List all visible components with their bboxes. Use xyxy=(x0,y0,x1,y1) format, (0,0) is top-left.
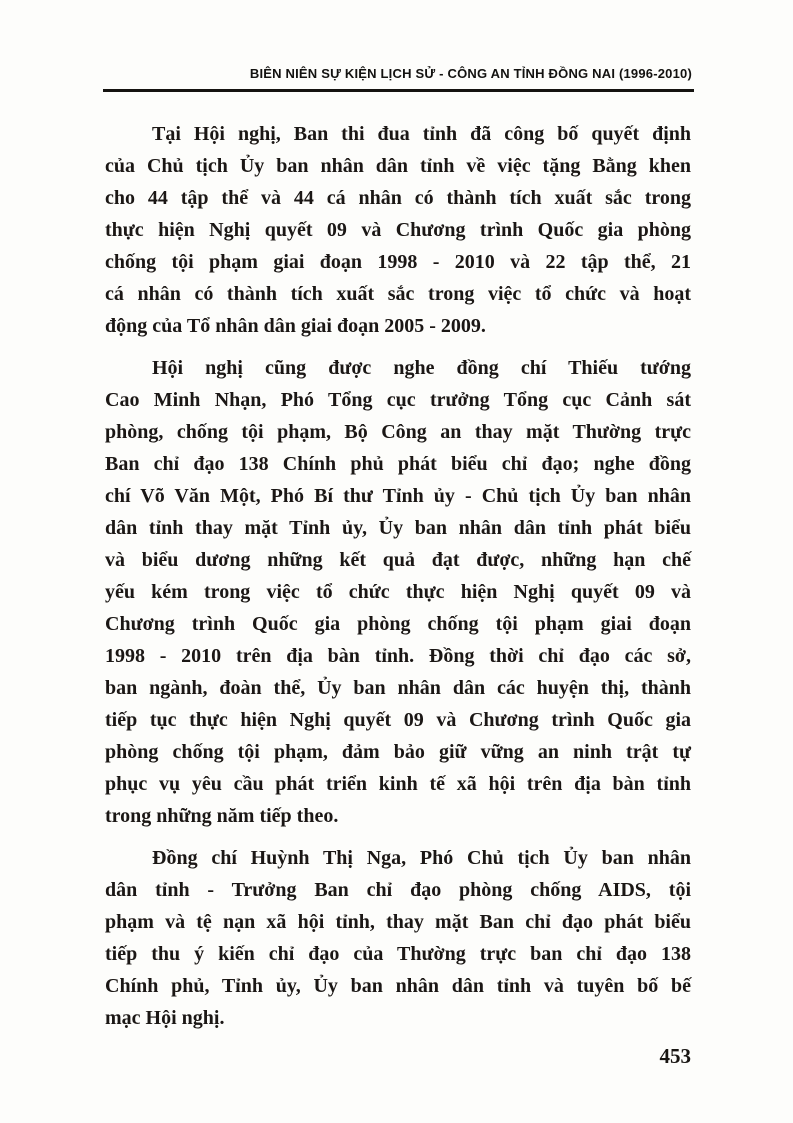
paragraph xyxy=(105,352,691,832)
text-line: cho 44 tập thể và 44 cá nhân có thành tích xuất sắc trong xyxy=(105,187,691,209)
running-header: BIÊN NIÊN SỰ KIỆN LỊCH SỬ - CÔNG AN TỈNH ĐỒNG NAI (1996-2010) xyxy=(249,66,692,81)
text-line: 1998 - 2010 trên địa bàn tỉnh. Đồng thời chỉ đạo các sở, xyxy=(105,645,691,667)
text-line: tiếp thu ý kiến chỉ đạo của Thường trực ban chỉ đạo 138 xyxy=(105,943,691,965)
text-block xyxy=(105,118,691,1034)
text-line: mạc Hội nghị. xyxy=(105,1007,225,1029)
text-line: phòng, chống tội phạm, Bộ Công an thay mặt Thường trực xyxy=(105,421,691,443)
text-line: phục vụ yêu cầu phát triển kinh tế xã hội trên địa bàn tỉnh xyxy=(105,773,691,795)
header-divider-rule xyxy=(103,89,694,92)
text-line: Chính phủ, Tỉnh ủy, Ủy ban nhân dân tỉnh và tuyên bố bế xyxy=(105,975,691,997)
text-line: dân tỉnh thay mặt Tỉnh ủy, Ủy ban nhân dân tỉnh phát biểu xyxy=(105,517,691,539)
text-line: Đồng chí Huỳnh Thị Nga, Phó Chủ tịch Ủy ban nhân xyxy=(152,847,691,869)
text-line: tiếp tục thực hiện Nghị quyết 09 và Chương trình Quốc gia xyxy=(105,709,691,731)
page-number: 453 xyxy=(659,1044,691,1068)
text-line: Ban chỉ đạo 138 Chính phủ phát biểu chỉ đạo; nghe đồng xyxy=(105,453,691,475)
text-line: yếu kém trong việc tổ chức thực hiện Nghị quyết 09 và xyxy=(105,581,691,603)
text-line: động của Tổ nhân dân giai đoạn 2005 - 2009. xyxy=(105,315,486,337)
text-line: thực hiện Nghị quyết 09 và Chương trình Quốc gia phòng xyxy=(105,219,691,241)
text-line: ban ngành, đoàn thể, Ủy ban nhân dân các huyện thị, thành xyxy=(105,677,691,699)
text-line: trong những năm tiếp theo. xyxy=(105,805,339,827)
text-line: cá nhân có thành tích xuất sắc trong việc tổ chức và hoạt xyxy=(105,283,691,305)
text-line: Cao Minh Nhạn, Phó Tổng cục trưởng Tổng cục Cảnh sát xyxy=(105,389,691,411)
text-line: phạm và tệ nạn xã hội tỉnh, thay mặt Ban chỉ đạo phát biểu xyxy=(105,911,691,933)
paragraph xyxy=(105,842,691,1034)
paragraph xyxy=(105,118,691,342)
text-line: và biểu dương những kết quả đạt được, những hạn chế xyxy=(105,549,691,571)
text-line: Hội nghị cũng được nghe đồng chí Thiếu tướng xyxy=(152,357,691,379)
text-line: chống tội phạm giai đoạn 1998 - 2010 và 22 tập thể, 21 xyxy=(105,251,691,273)
text-line: Tại Hội nghị, Ban thi đua tỉnh đã công bố quyết định xyxy=(152,123,691,145)
text-line: dân tỉnh - Trưởng Ban chỉ đạo phòng chống AIDS, tội xyxy=(105,879,691,901)
text-line: phòng chống tội phạm, đảm bảo giữ vững an ninh trật tự xyxy=(105,741,691,763)
text-line: Chương trình Quốc gia phòng chống tội phạm giai đoạn xyxy=(105,613,691,635)
text-line: của Chủ tịch Ủy ban nhân dân tỉnh về việc tặng Bằng khen xyxy=(105,155,691,177)
text-line: chí Võ Văn Một, Phó Bí thư Tỉnh ủy - Chủ tịch Ủy ban nhân xyxy=(105,485,691,507)
